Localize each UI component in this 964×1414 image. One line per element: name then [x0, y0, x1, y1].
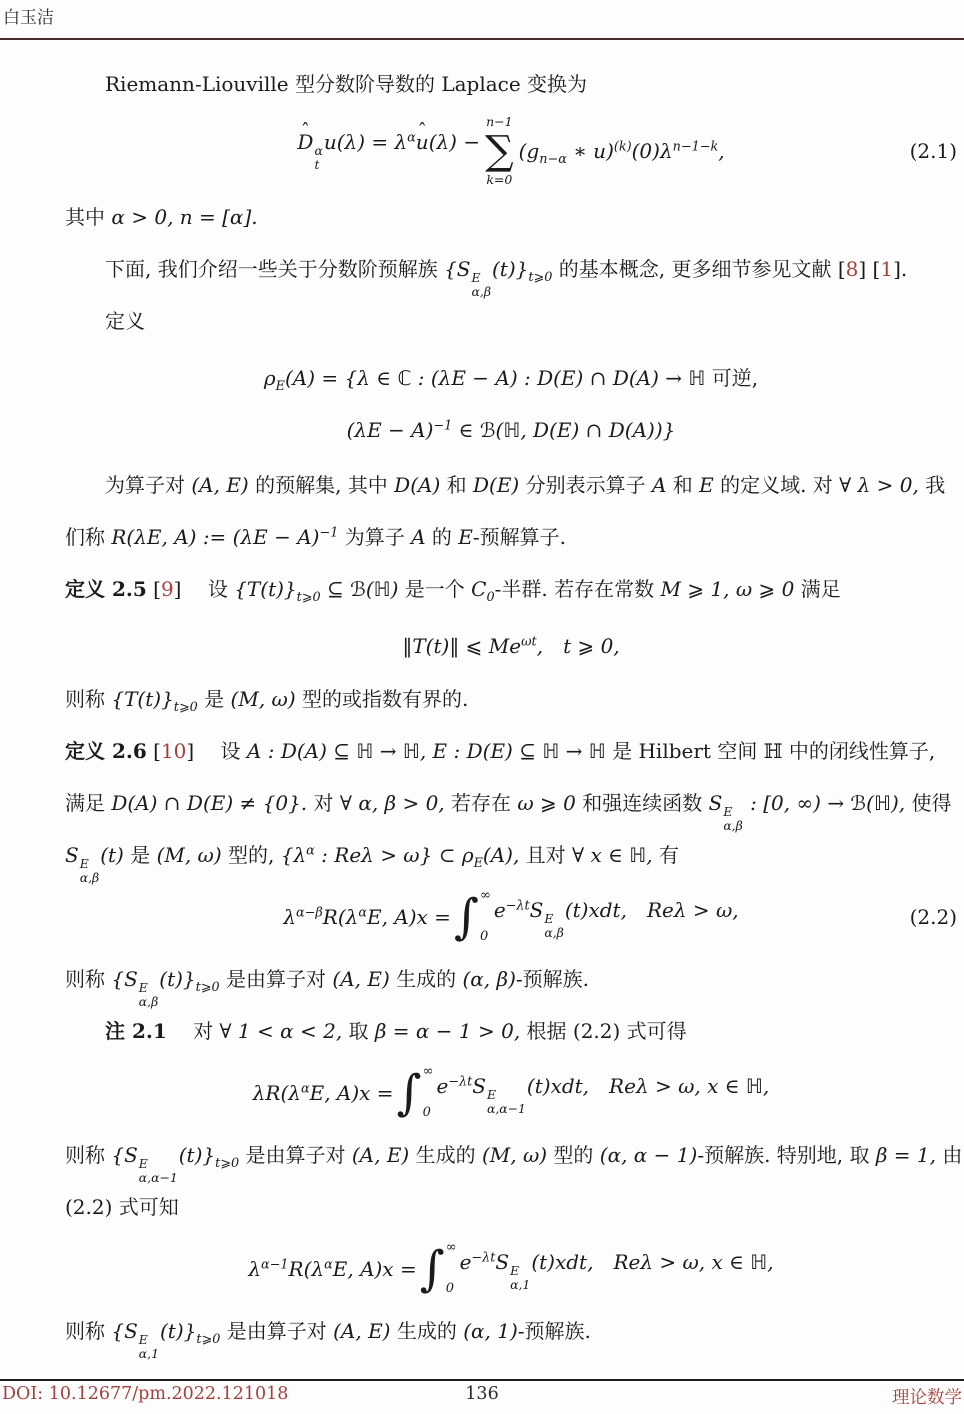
doi-link[interactable]: DOI: 10.12677/pm.2022.121018 [2, 1384, 289, 1404]
integral-operator: ∫ ∞ 0 [419, 1240, 457, 1298]
bold-label: 定义 2.5 [65, 577, 147, 602]
text-line: 则称 $\{T(t)\}_{t⩾0}$ 是 (M, ω) 型的或指数有界的. [65, 687, 469, 716]
citation-ref[interactable]: 9 [160, 577, 174, 602]
text-line: 其中 α > 0, n = [α]. [65, 205, 258, 230]
journal-name: 理论数学 [892, 1388, 962, 1408]
text-line: Riemann-Liouville 型分数阶导数的 Laplace 变换为 [105, 72, 588, 96]
equation [65, 619, 957, 669]
text-line: 则称 {S E α,α−1 $(t)\}_{t⩾0}$ 是由算子对 (A, E) 生成的 (M, ω) 型的 (α, α − 1)-预解族. 特别地, 取 β = 1, 由 [65, 1143, 963, 1186]
text-line: 们称 R(λE, A) := $(\lambda E - A)^{-1}$ 为算子 A 的 E-预解算子. [65, 525, 566, 550]
text-line: S E α,β (t) 是 (M, ω) 型的, {$\lambda^\alpha$ : Reλ > ω} ⊂ $\rho_E(A)$, 且对 ∀ x ∈ ℍ, 有 [65, 843, 679, 886]
math-run: ($g_{n-\alpha}$ ∗ $u)^{(k)}(0)\lambda^{n-1-k}$, [518, 138, 725, 167]
bold-label: 注 2.1 [105, 1019, 167, 1044]
equation [65, 1237, 957, 1301]
text-line: (2.2) 式可知 [65, 1195, 179, 1220]
sup-sub-stack: E α,α−1 [486, 1087, 526, 1117]
footer [0, 1384, 964, 1412]
text-line: 定义 [105, 309, 145, 334]
math-run: $e^{-\lambda t}S$ E α,1 (t)xdt, Reλ > ω, x ∈ ℍ, [459, 1250, 774, 1293]
header-rule [0, 38, 964, 40]
hat-accent: u ˆ [416, 130, 429, 154]
bold-label: 定义 2.6 [65, 739, 147, 764]
math-run: $\lambda^{\alpha-\beta}R(\lambda^\alpha E$, A)x = [283, 905, 451, 930]
citation-ref[interactable]: 8 [845, 257, 859, 282]
equation-body [263, 362, 759, 394]
math-run: $\rho_E(A) = \{\lambda$ ∈ ℂ : (λE − A) : D(E) ∩ D(A) → ℍ 可逆, [263, 365, 759, 394]
sup-sub-stack: E α,β [471, 270, 491, 300]
equation [65, 114, 957, 187]
sup-sub-stack: α t [314, 142, 323, 172]
text-line: 定义 2.5 [9] 设 $\{T(t)\}_{t⩾0}$ ⊆ ℬ(ℍ) 是一个 $C_0-$半群. 若存在常数 M ⩾ 1, ω ⩾ 0 满足 [65, 577, 841, 606]
footer-rule [0, 1379, 964, 1381]
equation-body [402, 630, 619, 659]
content [65, 58, 963, 1362]
math-run: D ˆ α t $u(\lambda) = \lambda^\alpha u$ ˆ(λ) − [297, 130, 480, 172]
equation [65, 1061, 957, 1125]
math-run: $\lambda R(\lambda^\alpha E$, A)x = [252, 1081, 394, 1106]
equation [65, 405, 957, 455]
sup-sub-stack: E α,1 [138, 1332, 159, 1362]
page-number: 136 [465, 1384, 499, 1404]
math-run: ‖T(t)‖ ⩽ $Me^{\omega t}$, t ⩾ 0, [402, 633, 620, 658]
math-run: $e^{-\lambda t}S$ E α,β (t)xdt, Reλ > ω, [493, 898, 739, 941]
equation-body [253, 1061, 770, 1125]
math-run: $e^{-\lambda t}S$ E α,α−1 (t)xdt, Reλ > ω, x ∈ ℍ, [436, 1074, 770, 1117]
sup-sub-stack: E α,α−1 [138, 1156, 178, 1186]
text-line: 为算子对 (A, E) 的预解集, 其中 D(A) 和 D(E) 分别表示算子 A 和 E 的定义域. 对 ∀ λ > 0, 我 [105, 473, 946, 498]
text-line: 则称 {S E α,1 $(t)\}_{t⩾0}$ 是由算子对 (A, E) 生成的 (α, 1)-预解族. [65, 1319, 591, 1362]
sum-operator: n−1 ∑ k=0 [485, 114, 514, 187]
text-line: 下面, 我们介绍一些关于分数阶预解族 {S E α,β $(t)\}_{t⩾0}$ 的基本概念, 更多细节参见文献 [8] [1]. [105, 257, 908, 300]
equation-number: (2.1) [909, 138, 957, 163]
sup-sub-stack: E α,β [723, 804, 743, 834]
equation [65, 885, 957, 949]
hat-accent: D ˆ [297, 130, 313, 154]
citation-ref[interactable]: 1 [880, 257, 894, 282]
text-line: 注 2.1 对 ∀ 1 < α < 2, 取 β = α − 1 > 0, 根据 (2.2) 式可得 [105, 1019, 687, 1044]
math-run: $\lambda^{\alpha-1}R(\lambda^\alpha E$, A)x = [248, 1257, 417, 1282]
running-head-author: 白玉洁 [3, 8, 54, 28]
sup-sub-stack: E α,β [79, 856, 100, 886]
equation-body [297, 114, 724, 187]
equation-number: (2.2) [909, 905, 957, 930]
integral-operator: ∫ ∞ 0 [453, 888, 491, 946]
equation [65, 351, 957, 401]
equation-body [283, 885, 738, 949]
text-line: 定义 2.6 [10] 设 A : D(A) ⊆ ℍ → ℍ, E : D(E) ⊆ ℍ → ℍ 是 Hilbert 空间 ℍ 中的闭线性算子, [65, 739, 936, 764]
sup-sub-stack: E α,β [544, 911, 564, 941]
sup-sub-stack: E α,β [138, 980, 159, 1010]
sup-sub-stack: E α,1 [510, 1263, 531, 1293]
citation-ref[interactable]: 10 [160, 739, 187, 764]
equation-body [347, 418, 676, 442]
integral-operator: ∫ ∞ 0 [396, 1064, 434, 1122]
math-run: $(\lambda E - A)^{-1}$ ∈ ℬ(ℍ, D(E) ∩ D(A))} [346, 418, 676, 443]
equation-body [248, 1237, 773, 1301]
text-line: 满足 D(A) ∩ D(E) ≠ {0}. 对 ∀ α, β > 0, 若存在 ω ⩾ 0 和强连续函数 S E α,β : [0, ∞) → ℬ(ℍ), 使得 [65, 791, 952, 834]
text-line: 则称 {S E α,β $(t)\}_{t⩾0}$ 是由算子对 (A, E) 生成的 (α, β)-预解族. [65, 967, 589, 1010]
